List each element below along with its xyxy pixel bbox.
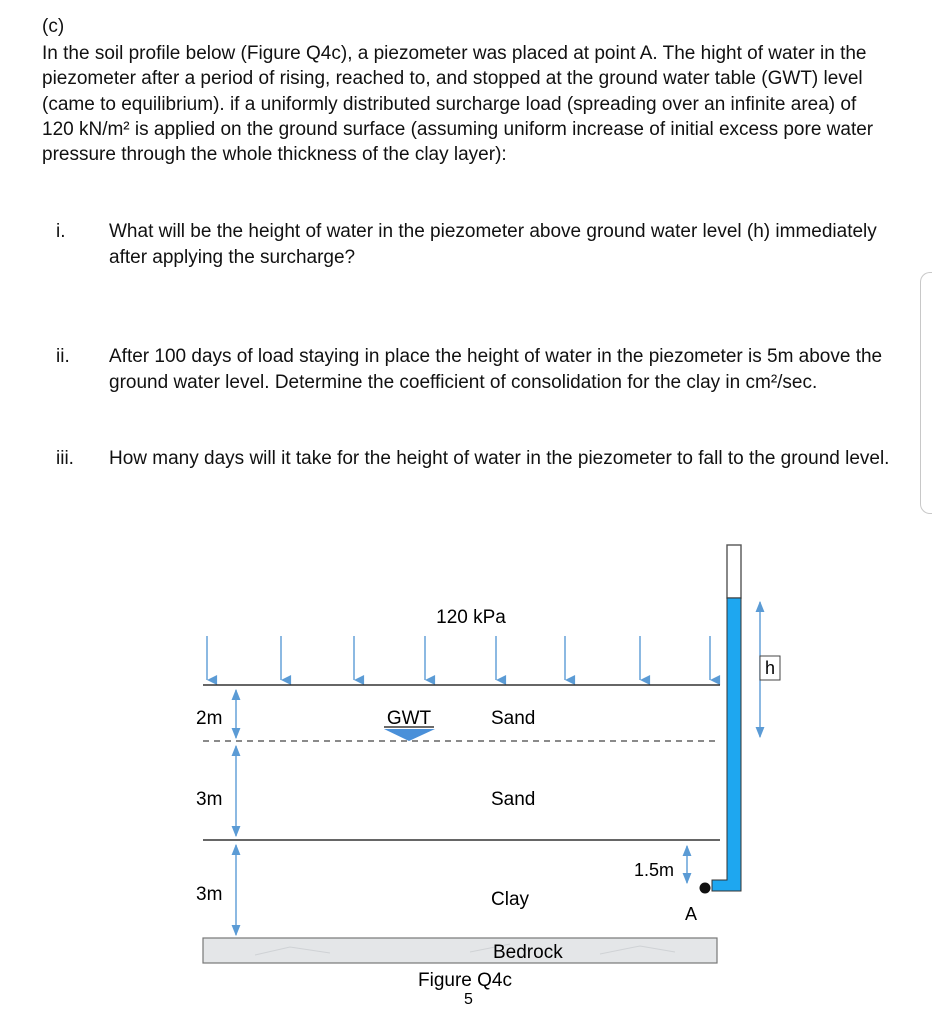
layer-1-label: Sand: [491, 708, 536, 729]
load-label: 120 kPa: [436, 607, 506, 628]
gwt-label: GWT: [386, 708, 432, 729]
piezometer-depth-label: 1.5m: [634, 860, 675, 880]
gwt-triangle-icon: [384, 729, 435, 741]
figure-caption: Figure Q4c: [418, 970, 512, 991]
thickness-label-2: 3m: [196, 789, 223, 810]
question-intro: In the soil profile below (Figure Q4c), a piezometer was placed at point A. The hight of water in the piezometer after a period of rising, reached to, and stopped at the ground water table (GWT) level (came to equilibrium). if a uniformly distributed surcharge load (spreading over an infinite area) of 120 kN/m² is applied on the ground surface (assuming uniform increase of initial excess pore water pressure through the whole thickness of the clay layer):: [42, 43, 874, 166]
sub-question-number: i.: [56, 221, 66, 242]
layer-2-label: Sand: [491, 789, 536, 810]
sub-question-number: iii.: [56, 448, 74, 469]
sub-question-number: ii.: [56, 346, 70, 367]
point-a-label: A: [685, 904, 698, 924]
bedrock-layer: [203, 938, 717, 963]
thickness-label-3: 3m: [196, 884, 223, 905]
page-number: 5: [464, 991, 473, 1008]
height-label: h: [765, 658, 776, 678]
sub-question-text: After 100 days of load staying in place the height of water in the piezometer is 5m above the ground water level. Determine the coefficient of consolidation for the clay in cm²/sec.: [109, 346, 883, 393]
thickness-label-1: 2m: [196, 708, 223, 729]
piezometer-water-column: [712, 598, 741, 891]
question-label: (c): [42, 16, 65, 37]
piezometer-tube-empty: [727, 545, 741, 598]
bedrock-label: Bedrock: [493, 942, 563, 963]
point-a-marker: [700, 883, 711, 894]
layer-3-label: Clay: [491, 889, 530, 910]
sub-question-text: What will be the height of water in the piezometer above ground water level (h) immediately after applying the surcharge?: [109, 221, 877, 268]
surcharge-arrows: [207, 636, 710, 680]
sub-question-text: How many days will it take for the height of water in the piezometer to fall to the ground level.: [109, 448, 890, 469]
